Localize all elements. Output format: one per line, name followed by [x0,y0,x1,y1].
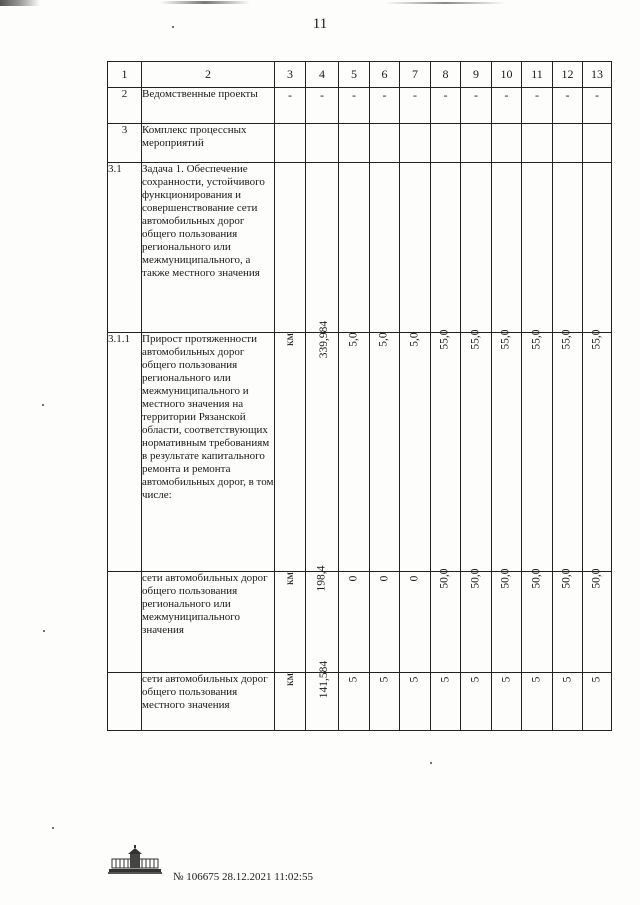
value-cell: 50,0 [590,568,603,589]
row-index: 3.1.1 [108,333,142,572]
value-cell: - [595,88,599,102]
row-description: Задача 1. Обеспечение сохранности, устойчивого функционирования и совершенствование сети автомобильных дорог общего пользования регионального или межмуниципального, а также местного значения [142,163,275,333]
column-header: 8 [431,62,461,88]
table-row [108,124,612,163]
value-cell: 55,0 [500,329,512,350]
row-description: Прирост протяженности автомобильных дорог общего пользования регионального или межмуниципального и местного значения на территории Рязанской области, соответствующих нормативным требованиям в результате капитального ремонта и ремонта автомобильных дорог, в том числе: [142,333,275,572]
table-row [108,333,612,572]
value-cell: 339,984 [318,320,331,359]
unit-cell: - [288,88,292,102]
column-header: 2 [142,62,275,88]
column-header: 4 [306,62,339,88]
scan-speck [42,404,44,406]
value-cell: 5 [561,676,573,683]
value-cell: 5 [378,676,390,683]
column-header: 7 [400,62,431,88]
value-cell: 0 [347,575,360,582]
value-cell: 5 [590,676,603,683]
indicators-table [107,61,612,731]
value-cell: 5 [347,676,360,683]
scan-artifact [160,1,250,4]
value-cell: - [504,88,509,102]
row-description: Ведомственные проекты [142,88,275,124]
row-description: сети автомобильных дорог общего пользования местного значения [142,673,275,731]
value-cell: 0 [408,575,421,582]
value-cell: 50,0 [439,568,451,589]
value-cell: 5 [500,676,512,683]
scan-artifact [0,0,40,6]
unit-cell: км [283,673,296,686]
page-number: 11 [312,16,328,32]
value-cell: - [382,88,387,102]
row-index: 3 [108,124,142,163]
table-row [108,673,612,731]
value-cell: 55,0 [561,329,573,350]
unit-cell: км [283,572,296,585]
scan-speck [43,630,45,632]
column-header: 11 [522,62,553,88]
row-description: сети автомобильных дорог общего пользования регионального или межмуниципального значения [142,572,275,673]
value-cell: - [413,88,417,102]
row-index: 3.1 [108,163,142,333]
row-index: 2 [108,88,142,124]
value-cell: 5 [408,676,421,683]
column-header: 9 [461,62,492,88]
document-registration-number: № 106675 28.12.2021 11:02:55 [173,871,313,883]
table-header-row [108,62,612,88]
column-header: 12 [553,62,583,88]
value-cell: - [352,88,356,102]
value-cell: - [443,88,448,102]
value-cell: 5,0 [408,332,421,347]
column-header: 6 [370,62,400,88]
value-cell: 55,0 [530,329,543,350]
value-cell: 50,0 [561,568,573,589]
footer [107,845,407,885]
value-cell: - [474,88,478,102]
scan-speck [52,827,54,829]
value-cell: 5,0 [378,332,390,347]
value-cell: 198,4 [315,565,328,592]
value-cell: - [565,88,570,102]
value-cell: 5 [439,676,451,683]
scan-artifact [385,2,505,4]
row-index [108,673,142,731]
column-header: 10 [492,62,522,88]
government-building-icon [107,845,163,875]
value-cell: 55,0 [469,329,482,350]
row-description: Комплекс процессных мероприятий [142,124,275,163]
table-row [108,88,612,124]
unit-cell: км [283,333,296,346]
value-cell: 141,584 [318,660,331,699]
value-cell: 55,0 [590,329,603,350]
value-cell: 5 [469,676,482,683]
value-cell: 55,0 [439,329,451,350]
column-header: 5 [339,62,370,88]
column-header: 3 [275,62,306,88]
table-row [108,572,612,673]
column-header: 13 [583,62,612,88]
value-cell: 50,0 [469,568,482,589]
value-cell: 50,0 [530,568,543,589]
scan-speck [430,762,432,764]
row-index [108,572,142,673]
value-cell: 0 [378,575,390,582]
value-cell: - [320,88,324,102]
table-row [108,163,612,333]
value-cell: - [535,88,539,102]
value-cell: 50,0 [500,568,512,589]
value-cell: 5 [530,676,543,683]
column-header: 1 [108,62,142,88]
value-cell: 5,0 [347,332,360,347]
